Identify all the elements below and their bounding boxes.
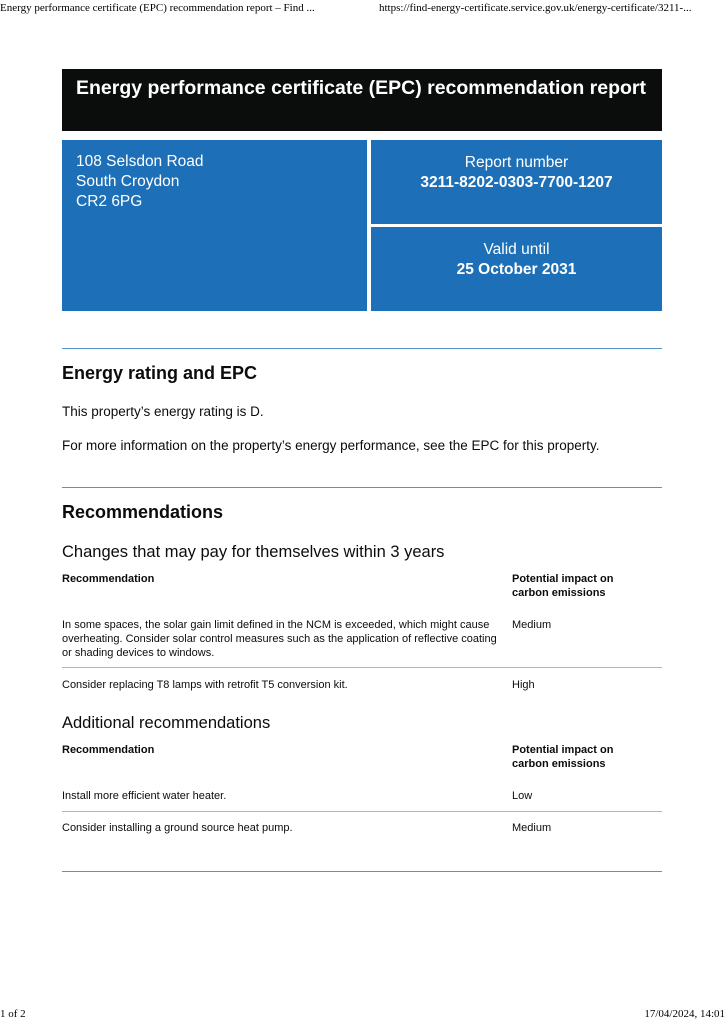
report-number-panel: [371, 140, 662, 224]
column-header-recommendation: Recommendation: [62, 744, 155, 756]
address-line-1: 108 Selsdon Road: [76, 153, 204, 170]
payback-heading: Changes that may pay for themselves within 3 years: [62, 543, 445, 561]
valid-until-date: 25 October 2031: [456, 261, 577, 278]
epc-more-info-text: For more information on the property’s energy performance, see the EPC for this property.: [62, 438, 600, 453]
report-number-label: Report number: [464, 154, 569, 171]
energy-rating-heading: Energy rating and EPC: [62, 363, 258, 383]
impact-cell: High: [512, 679, 535, 691]
page-title: Energy performance certificate (EPC) recommendation report: [62, 69, 662, 131]
page-number: 1 of 2: [0, 1008, 26, 1020]
impact-cell: Medium: [512, 822, 552, 834]
recommendations-heading: Recommendations: [62, 502, 224, 522]
additional-recommendations-heading: Additional recommendations: [62, 714, 271, 732]
recommendation-cell: Consider replacing T8 lamps with retrofit T5 conversion kit.: [62, 679, 348, 691]
report-number-value: 3211-8202-0303-7700-1207: [420, 174, 613, 191]
row-divider: [62, 667, 662, 668]
column-header-impact: Potential impact on carbon emissions: [512, 573, 614, 599]
address-postcode: CR2 6PG: [76, 193, 143, 210]
impact-cell: Low: [512, 790, 533, 802]
print-footer: [0, 1008, 725, 1022]
column-header-recommendation: Recommendation: [62, 573, 155, 585]
print-page-url: https://find-energy-certificate.service.gov.uk/energy-certificate/3211-...: [379, 2, 692, 14]
impact-cell: Medium: [512, 619, 552, 631]
column-header-impact: Potential impact on carbon emissions: [512, 744, 614, 770]
address-line-2: South Croydon: [76, 173, 180, 190]
print-datetime: 17/04/2024, 14:01: [644, 1008, 725, 1020]
recommendation-cell: Consider installing a ground source heat pump.: [62, 822, 293, 834]
section-divider: [62, 487, 662, 488]
payback-recommendations-table: [62, 572, 662, 696]
additional-recommendations-table: [62, 743, 662, 839]
print-page-title: Energy performance certificate (EPC) recommendation report – Find ...: [0, 2, 315, 14]
address-panel: [62, 140, 367, 311]
recommendation-cell: In some spaces, the solar gain limit defined in the NCM is exceeded, which might cause overheating. Consider solar control measures such as the application of reflective coating or shading devices to windows.: [62, 619, 497, 659]
section-divider: [62, 871, 662, 872]
section-divider: [62, 348, 662, 349]
valid-until-label: Valid until: [483, 241, 550, 258]
row-divider: [62, 811, 662, 812]
recommendation-cell: Install more efficient water heater.: [62, 790, 227, 802]
print-header: [0, 2, 725, 16]
valid-until-panel: [371, 227, 662, 311]
energy-rating-text: This property’s energy rating is D.: [62, 404, 264, 419]
